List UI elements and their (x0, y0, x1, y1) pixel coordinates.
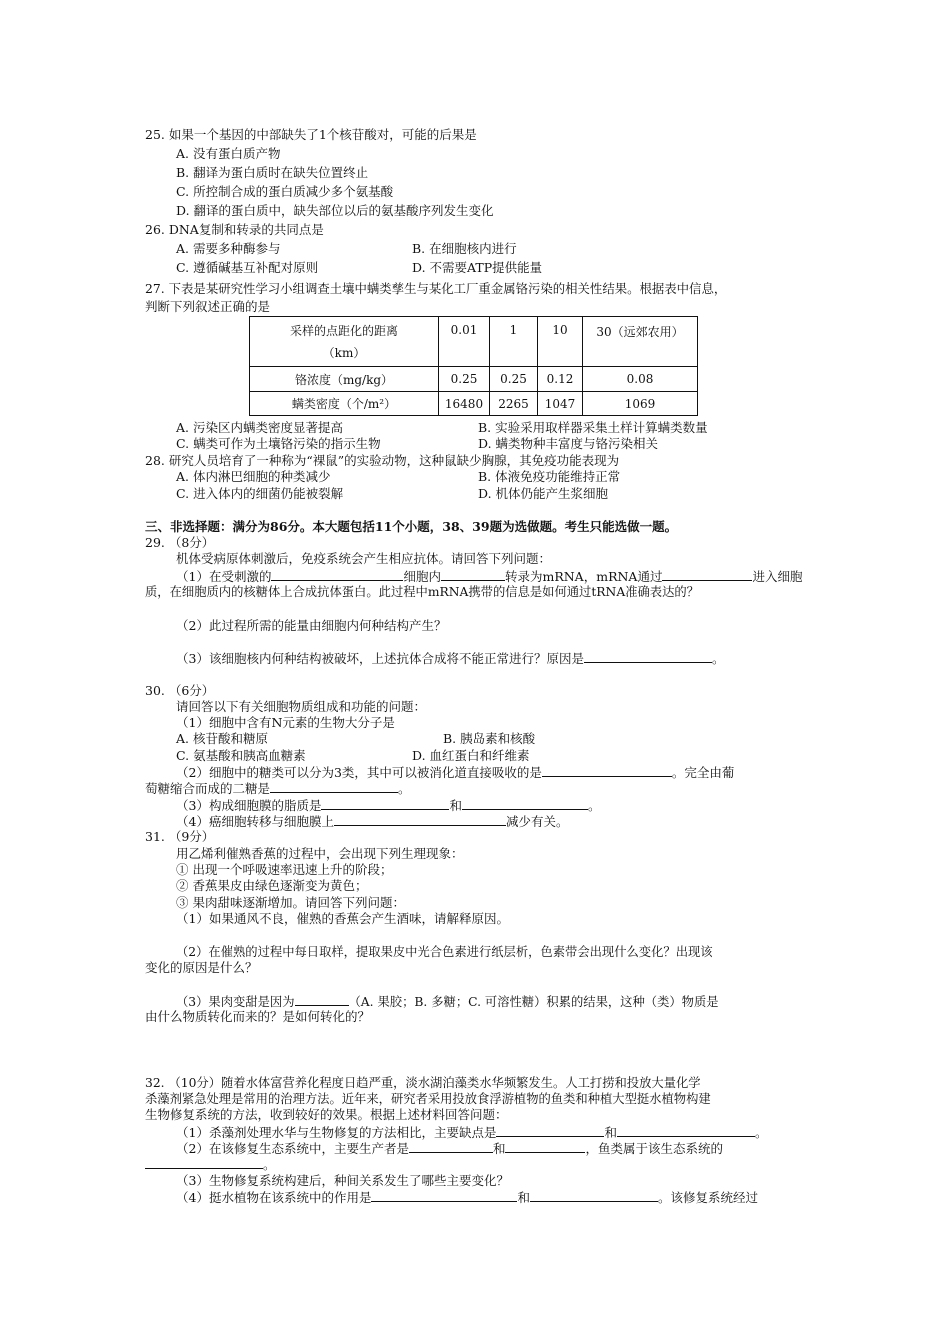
table-distance-4: 30（远郊农用） (583, 317, 698, 367)
q30-part2: （2）细胞中的糖类可以分为3类，其中可以被消化道直接吸收的是 。完全由葡 (176, 765, 735, 780)
q25-option-c: C. 所控制合成的蛋白质减少多个氨基酸 (176, 184, 394, 199)
q25-option-b: B. 翻译为蛋白质时在缺失位置终止 (176, 165, 369, 180)
q28-option-d: D. 机体仍能产生浆细胞 (478, 486, 609, 501)
answer-blank[interactable] (271, 568, 403, 581)
q26-stem: 26. DNA复制和转录的共同点是 (145, 222, 324, 237)
q32-stem-line2: 杀藻剂紧急处理是常用的治理方法。近年来，研究者采用投放食浮游植物的鱼类和种植大型挺水植物构建 (145, 1092, 711, 1106)
q29-intro: 机体受病原体刺激后，免疫系统会产生相应抗体。请回答下列问题： (176, 551, 552, 566)
section-heading: 三、非选择题：满分为86分。本大题包括11个小题，38、39题为选做题。考生只能选做一题。 (145, 519, 678, 534)
table-row-chromium-label: 铬浓度（mg/kg） (250, 367, 439, 392)
q28-option-a: A. 体内淋巴细胞的种类减少 (176, 469, 331, 484)
table-cell: 0.12 (538, 367, 583, 392)
table-distance-2: 1 (490, 317, 538, 367)
table-row-mite-label: 螨类密度（个/m²） (250, 392, 439, 416)
q31-part3: （3）果肉变甜是因为 （A. 果胶；B. 多糖；C. 可溶性糖）积累的结果，这种（类）物质是 (176, 995, 719, 1009)
table-distance-1: 0.01 (439, 317, 490, 367)
q31-part3-line2: 由什么物质转化而来的？是如何转化的？ (145, 1009, 371, 1024)
q30-head: 30. （6分） (145, 683, 215, 698)
table-cell: 0.25 (439, 367, 490, 392)
q25-stem: 25. 如果一个基因的中部缺失了1个核苷酸对，可能的后果是 (145, 127, 477, 142)
q30-option-a: A. 核苷酸和糖原 (176, 731, 268, 746)
answer-blank[interactable] (496, 1124, 604, 1137)
answer-blank[interactable] (462, 797, 588, 810)
answer-blank[interactable] (409, 1140, 493, 1153)
q26-option-c: C. 遵循碱基互补配对原则 (176, 260, 319, 275)
q31-part2-line1: （2）在催熟的过程中每日取样，提取果皮中光合色素进行纸层析，色素带会出现什么变化？出现该 (176, 945, 713, 959)
q25-option-a: A. 没有蛋白质产物 (176, 146, 281, 161)
answer-blank[interactable] (295, 993, 349, 1006)
answer-blank[interactable] (530, 1189, 658, 1202)
table-cell: 2265 (490, 392, 538, 416)
q32-stem-line3: 生物修复系统的方法，收到较好的效果。根据上述材料回答问题： (145, 1107, 508, 1122)
answer-blank[interactable] (334, 813, 506, 826)
q26-option-b: B. 在细胞核内进行 (412, 241, 517, 256)
table-cell: 0.08 (583, 367, 698, 392)
table-cell: 16480 (439, 392, 490, 416)
q29-head: 29. （8分） (145, 535, 215, 550)
q29-part2: （2）此过程所需的能量由细胞内何种结构产生？ (176, 618, 447, 633)
q28-option-b: B. 体液免疫功能维持正常 (478, 469, 621, 484)
answer-blank[interactable] (542, 764, 672, 777)
q27-option-c: C. 螨类可作为土壤铬污染的指示生物 (176, 436, 381, 451)
table-cell: 0.25 (490, 367, 538, 392)
q28-option-c: C. 进入体内的细菌仍能被裂解 (176, 486, 344, 501)
answer-blank[interactable] (371, 1189, 517, 1202)
q27-data-table (249, 316, 698, 416)
q27-option-b: B. 实验采用取样器采集土样计算螨类数量 (478, 420, 708, 435)
q26-option-d: D. 不需要ATP提供能量 (412, 260, 543, 275)
q31-phenomenon-1: ① 出现一个呼吸速率迅速上升的阶段； (176, 862, 393, 877)
table-cell: 1047 (538, 392, 583, 416)
q30-option-b: B. 胰岛素和核酸 (443, 731, 536, 746)
q32-part1: （1）杀藻剂处理水华与生物修复的方法相比，主要缺点是 和 。 (176, 1125, 768, 1140)
answer-blank[interactable] (584, 650, 712, 663)
answer-blank[interactable] (145, 1156, 263, 1169)
q27-option-d: D. 螨类物种丰富度与铬污染相关 (478, 436, 659, 451)
q31-part1: （1）如果通风不良，催熟的香蕉会产生酒味，请解释原因。 (176, 911, 509, 926)
answer-blank[interactable] (441, 568, 505, 581)
q31-phenomenon-2: ② 香蕉果皮由绿色逐渐变为黄色； (176, 878, 368, 893)
q30-part1: （1）细胞中含有N元素的生物大分子是 (176, 715, 395, 730)
q31-part2-line2: 变化的原因是什么？ (145, 960, 258, 975)
q30-part4: （4）癌细胞转移与细胞膜上 减少有关。 (176, 814, 569, 829)
q28-stem: 28. 研究人员培育了一种称为“裸鼠”的实验动物，这种鼠缺少胸腺，其免疫功能表现为 (145, 453, 620, 468)
q27-stem-line2: 判断下列叙述正确的是 (145, 299, 271, 314)
q29-part1: （1）在受刺激的 细胞内 转录为mRNA，mRNA通过 进入细胞 (176, 569, 803, 584)
q30-intro: 请回答以下有关细胞物质组成和功能的问题： (176, 699, 427, 714)
q32-part2-line2: 。 (145, 1156, 276, 1173)
q31-head: 31. （9分） (145, 829, 215, 844)
q31-intro: 用乙烯利催熟香蕉的过程中，会出现下列生理现象： (176, 846, 464, 861)
q27-option-a: A. 污染区内螨类密度显著提高 (176, 420, 343, 435)
answer-blank[interactable] (617, 1124, 755, 1137)
answer-blank[interactable] (321, 797, 449, 810)
q32-part3: （3）生物修复系统构建后，种间关系发生了哪些主要变化？ (176, 1173, 509, 1188)
table-distance-3: 10 (538, 317, 583, 367)
q29-part1-line2: 质，在细胞质内的核糖体上合成抗体蛋白。此过程中mRNA携带的信息是如何通过tRNA准确表达的？ (145, 585, 699, 599)
q30-part2-line2: 萄糖缩合而成的二糖是 。 (145, 781, 411, 796)
q30-option-d: D. 血红蛋白和纤维素 (412, 748, 530, 763)
q29-part3: （3）该细胞核内何种结构被破坏，上述抗体合成将不能正常进行？原因是 。 (176, 651, 725, 666)
table-header-label: 采样的点距化的距离 （km） (250, 317, 439, 367)
answer-blank[interactable] (662, 568, 752, 581)
answer-blank[interactable] (270, 780, 398, 793)
q31-phenomenon-3: ③ 果肉甜味逐渐增加。请回答下列问题： (176, 895, 405, 910)
answer-blank[interactable] (505, 1140, 585, 1153)
q25-option-d: D. 翻译的蛋白质中，缺失部位以后的氨基酸序列发生变化 (176, 203, 494, 218)
q26-option-a: A. 需要多种酶参与 (176, 241, 281, 256)
table-cell: 1069 (583, 392, 698, 416)
q32-part2: （2）在该修复生态系统中，主要生产者是 和 ，鱼类属于该生态系统的 (176, 1141, 723, 1156)
q30-option-c: C. 氨基酸和胰高血糖素 (176, 748, 306, 763)
q32-stem-line1: 32. （10分）随着水体富营养化程度日趋严重，淡水湖泊藻类水华频繁发生。人工打捞和投放大量化学 (145, 1076, 701, 1090)
q30-part3: （3）构成细胞膜的脂质是 和 。 (176, 798, 601, 813)
q27-stem-line1: 27. 下表是某研究性学习小组调查土壤中螨类孳生与某化工厂重金属铬污染的相关性结果。根据表中信息， (145, 281, 727, 296)
q32-part4: （4）挺水植物在该系统中的作用是 和 。该修复系统经过 (176, 1190, 758, 1205)
